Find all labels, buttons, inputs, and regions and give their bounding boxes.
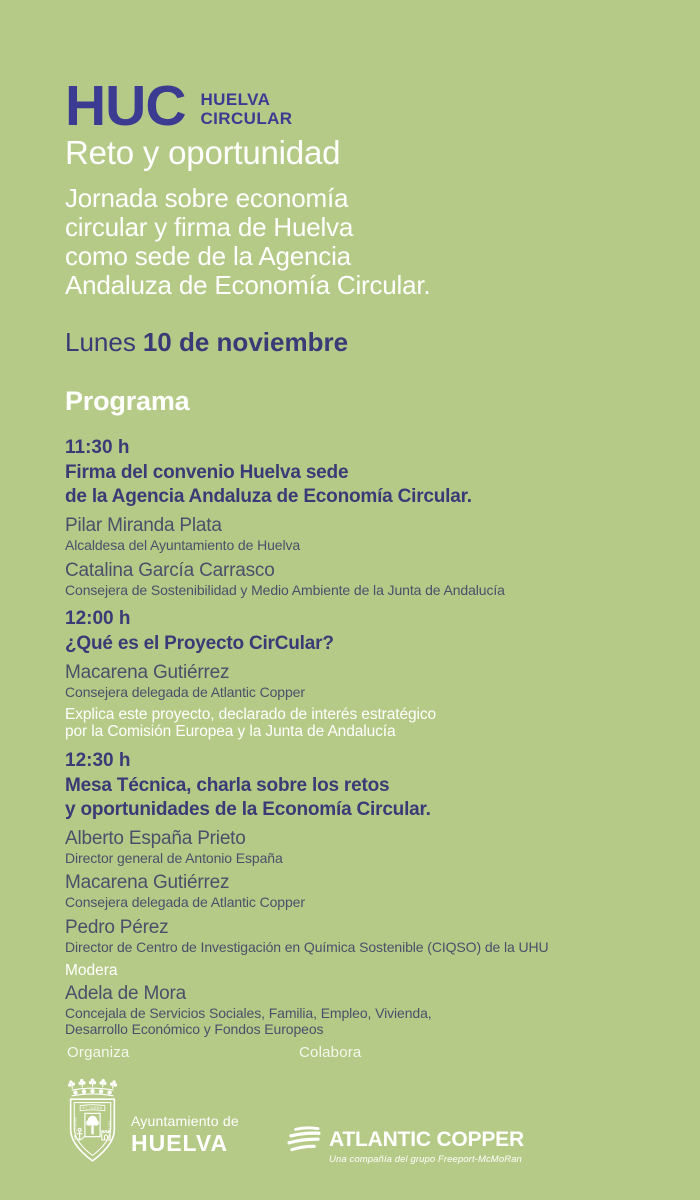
session-title	[65, 774, 645, 822]
crest-banner-text: ET TERRA	[82, 1106, 103, 1111]
poster-subtitle: Reto y oportunidad	[65, 134, 341, 171]
speaker-role: Director general de Antonio España	[65, 849, 283, 866]
speaker-name: Catalina García Carrasco	[65, 559, 275, 581]
speaker-role: Director de Centro de Investigación en Química Sostenible (CIQSO) de la UHU	[65, 938, 549, 955]
program-heading: Programa	[65, 386, 190, 416]
session-1230	[65, 750, 645, 1038]
huelva-logo-line1: Ayuntamiento de	[131, 1113, 239, 1129]
crest-crown	[67, 1078, 118, 1094]
speaker-name: Pilar Miranda Plata	[65, 515, 222, 536]
crest-band	[72, 1094, 114, 1096]
session-time: 11:30 h	[65, 437, 130, 458]
huelva-logo-line2: HUELVA	[131, 1130, 229, 1156]
speaker-name: Alberto España Prieto	[65, 827, 246, 849]
event-date	[65, 327, 645, 358]
speaker	[65, 662, 645, 701]
huc-logo	[65, 74, 645, 138]
speaker	[65, 872, 645, 911]
huc-logo-brand	[201, 90, 293, 128]
session-time: 12:30 h	[65, 749, 131, 771]
event-description	[65, 184, 645, 300]
speaker-name: Pedro Pérez	[65, 916, 169, 938]
atlantic-tagline: Una compañía del grupo Freeport-McMoRan	[329, 1154, 522, 1165]
session-note	[65, 706, 645, 740]
moderator-role-line: Desarrollo Económico y Fondos Europeos	[65, 1020, 324, 1037]
session-time: 12:00 h	[65, 608, 131, 629]
huelva-logo-text	[131, 1113, 239, 1156]
session-title-line: de la Agencia Andaluza de Economía Circular.	[65, 486, 472, 507]
atlantic-text-block	[329, 1126, 524, 1165]
speaker-role: Consejera de Sostenibilidad y Medio Ambiente de la Junta de Andalucía	[65, 581, 505, 598]
speaker	[65, 828, 645, 867]
huelva-crest-icon	[64, 1075, 121, 1172]
speaker	[65, 515, 645, 554]
session-1200	[65, 608, 645, 740]
description-line: como sede de la Agencia	[65, 241, 351, 271]
moderator-label: Modera	[65, 962, 118, 979]
description-line: Jornada sobre economía	[65, 183, 349, 213]
session-title-line: y oportunidades de la Economía Circular.	[65, 798, 431, 820]
moderator-role-line: Concejala de Servicios Sociales, Familia, Empleo, Vivienda,	[65, 1005, 432, 1021]
session-title-line: ¿Qué es el Proyecto CirCular?	[65, 633, 334, 654]
speaker-name: Macarena Gutiérrez	[65, 872, 230, 893]
date-emphasis: 10 de noviembre	[142, 327, 349, 357]
crest-side-left-text: PORTUS MARIS	[73, 1117, 78, 1141]
atlantic-copper-logo	[287, 1126, 524, 1165]
session-note-line: por la Comisión Europea y la Junta de Andalucía	[65, 722, 396, 740]
huc-logo-text: HUC	[65, 74, 186, 138]
organiza-label: Organiza	[67, 1044, 130, 1061]
session-1130	[65, 437, 645, 598]
session-note-line: Explica este proyecto, declarado de interés estratégico	[65, 705, 437, 723]
description-line: circular y firma de Huelva	[65, 212, 354, 242]
speaker-role: Alcaldesa del Ayuntamiento de Huelva	[65, 537, 301, 553]
description-line: Andaluza de Economía Circular.	[65, 270, 431, 300]
atlantic-name: ATLANTIC COPPER	[329, 1128, 524, 1151]
session-title-line: Firma del convenio Huelva sede	[65, 462, 349, 483]
moderator-name: Adela de Mora	[65, 983, 186, 1004]
atlantic-waves-icon	[287, 1126, 321, 1159]
crest-side-right-text: CUSTODIA	[107, 1120, 112, 1137]
speaker	[65, 917, 645, 956]
colabora-label: Colabora	[299, 1044, 362, 1061]
speaker-role: Consejera delegada de Atlantic Copper	[65, 894, 305, 910]
speaker-role: Consejera delegada de Atlantic Copper	[65, 684, 305, 700]
date-prefix: Lunes	[65, 327, 136, 357]
huc-brand-line2: CIRCULAR	[200, 109, 293, 128]
session-title-line: Mesa Técnica, charla sobre los retos	[65, 774, 390, 796]
speaker-name: Macarena Gutiérrez	[65, 662, 230, 683]
speaker	[65, 560, 645, 599]
moderator	[65, 983, 645, 1037]
crest-tree	[86, 1116, 99, 1135]
session-title	[65, 632, 645, 656]
huc-brand-line1: HUELVA	[200, 90, 271, 109]
moderator-role	[65, 1006, 645, 1037]
session-title	[65, 461, 645, 509]
